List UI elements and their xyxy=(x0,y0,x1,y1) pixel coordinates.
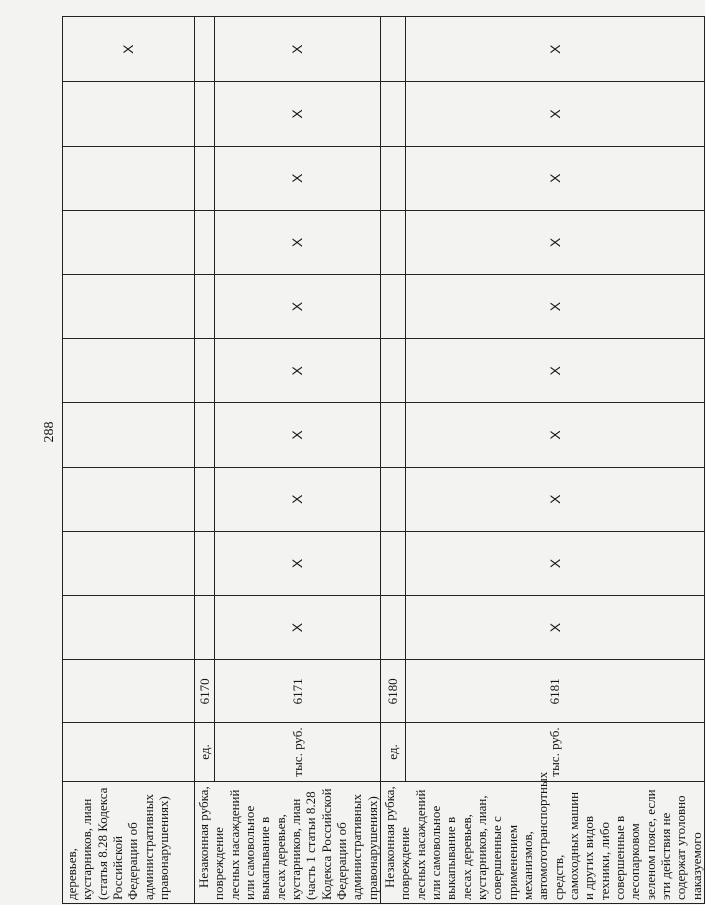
table-row xyxy=(405,17,704,904)
mark-cell: X xyxy=(405,596,704,660)
mark-cell: X xyxy=(214,467,380,531)
mark-cell xyxy=(380,596,405,660)
mark-cell: X xyxy=(405,82,704,146)
unit-cell: ед. xyxy=(195,723,215,781)
data-table xyxy=(62,16,705,904)
mark-cell xyxy=(63,467,195,531)
mark-cell xyxy=(195,596,215,660)
mark-cell xyxy=(63,531,195,595)
mark-cell: X xyxy=(214,339,380,403)
unit-cell: тыс. руб. xyxy=(405,723,704,781)
row-description: Незаконная рубка, повреждение лесных насаждений или самовольное выкапывание в лесах деревьев, кустарников, лиан (часть 1 статьи 8.28 Кодекса Российской Федерации об административных правонарушениях) xyxy=(195,781,381,903)
table-row xyxy=(380,17,405,904)
mark-cell xyxy=(195,274,215,338)
table-row xyxy=(214,17,380,904)
mark-cell: X xyxy=(214,531,380,595)
mark-cell xyxy=(380,17,405,82)
code-cell: 6181 xyxy=(405,660,704,723)
code-cell: 6170 xyxy=(195,660,215,723)
mark-cell: X xyxy=(214,17,380,82)
mark-cell: X xyxy=(214,146,380,210)
mark-cell: X xyxy=(405,467,704,531)
mark-cell xyxy=(63,274,195,338)
mark-cell xyxy=(380,210,405,274)
mark-cell: X xyxy=(405,339,704,403)
mark-cell: X xyxy=(405,210,704,274)
rotated-table-sheet xyxy=(62,16,704,904)
mark-cell xyxy=(195,210,215,274)
mark-cell xyxy=(63,210,195,274)
mark-cell: X xyxy=(405,274,704,338)
mark-cell xyxy=(380,339,405,403)
mark-cell xyxy=(380,531,405,595)
mark-cell xyxy=(63,403,195,467)
mark-cell: X xyxy=(214,403,380,467)
table-row xyxy=(195,17,215,904)
mark-cell: X xyxy=(214,82,380,146)
mark-cell xyxy=(380,403,405,467)
mark-cell xyxy=(63,596,195,660)
code-cell xyxy=(63,660,195,723)
mark-cell: X xyxy=(405,17,704,82)
mark-cell xyxy=(63,82,195,146)
mark-cell: X xyxy=(405,531,704,595)
mark-cell xyxy=(63,339,195,403)
mark-cell: X xyxy=(63,17,195,82)
mark-cell xyxy=(195,339,215,403)
mark-cell: X xyxy=(214,596,380,660)
mark-cell: X xyxy=(405,403,704,467)
mark-cell xyxy=(195,403,215,467)
mark-cell xyxy=(195,82,215,146)
mark-cell: X xyxy=(214,210,380,274)
mark-cell xyxy=(195,467,215,531)
mark-cell xyxy=(195,531,215,595)
mark-cell xyxy=(380,467,405,531)
mark-cell: X xyxy=(214,274,380,338)
mark-cell xyxy=(195,17,215,82)
row-description: Незаконная рубка, повреждение лесных насаждений или самовольное выкапывание в лесах деревьев, кустарников, лиан, совершенные с применением механизмов, автомототранспортных средств, самоходных машин и других видов техники, либо совершенные в лесопарковом зеленом поясе, если эти действия не содержат уголовно наказуемого xyxy=(380,781,704,903)
unit-cell: ед. xyxy=(380,723,405,781)
row-description: деревьев, кустарников, лиан (статья 8.28 Кодекса Российской Федерации об административных правонарушениях) xyxy=(63,781,195,903)
table-row xyxy=(63,17,195,904)
code-cell: 6180 xyxy=(380,660,405,723)
mark-cell xyxy=(195,146,215,210)
mark-cell: X xyxy=(405,146,704,210)
unit-cell: тыс. руб. xyxy=(214,723,380,781)
mark-cell xyxy=(380,274,405,338)
mark-cell xyxy=(380,146,405,210)
page-number: 288 xyxy=(42,421,57,443)
unit-cell xyxy=(63,723,195,781)
mark-cell xyxy=(63,146,195,210)
mark-cell xyxy=(380,82,405,146)
code-cell: 6171 xyxy=(214,660,380,723)
